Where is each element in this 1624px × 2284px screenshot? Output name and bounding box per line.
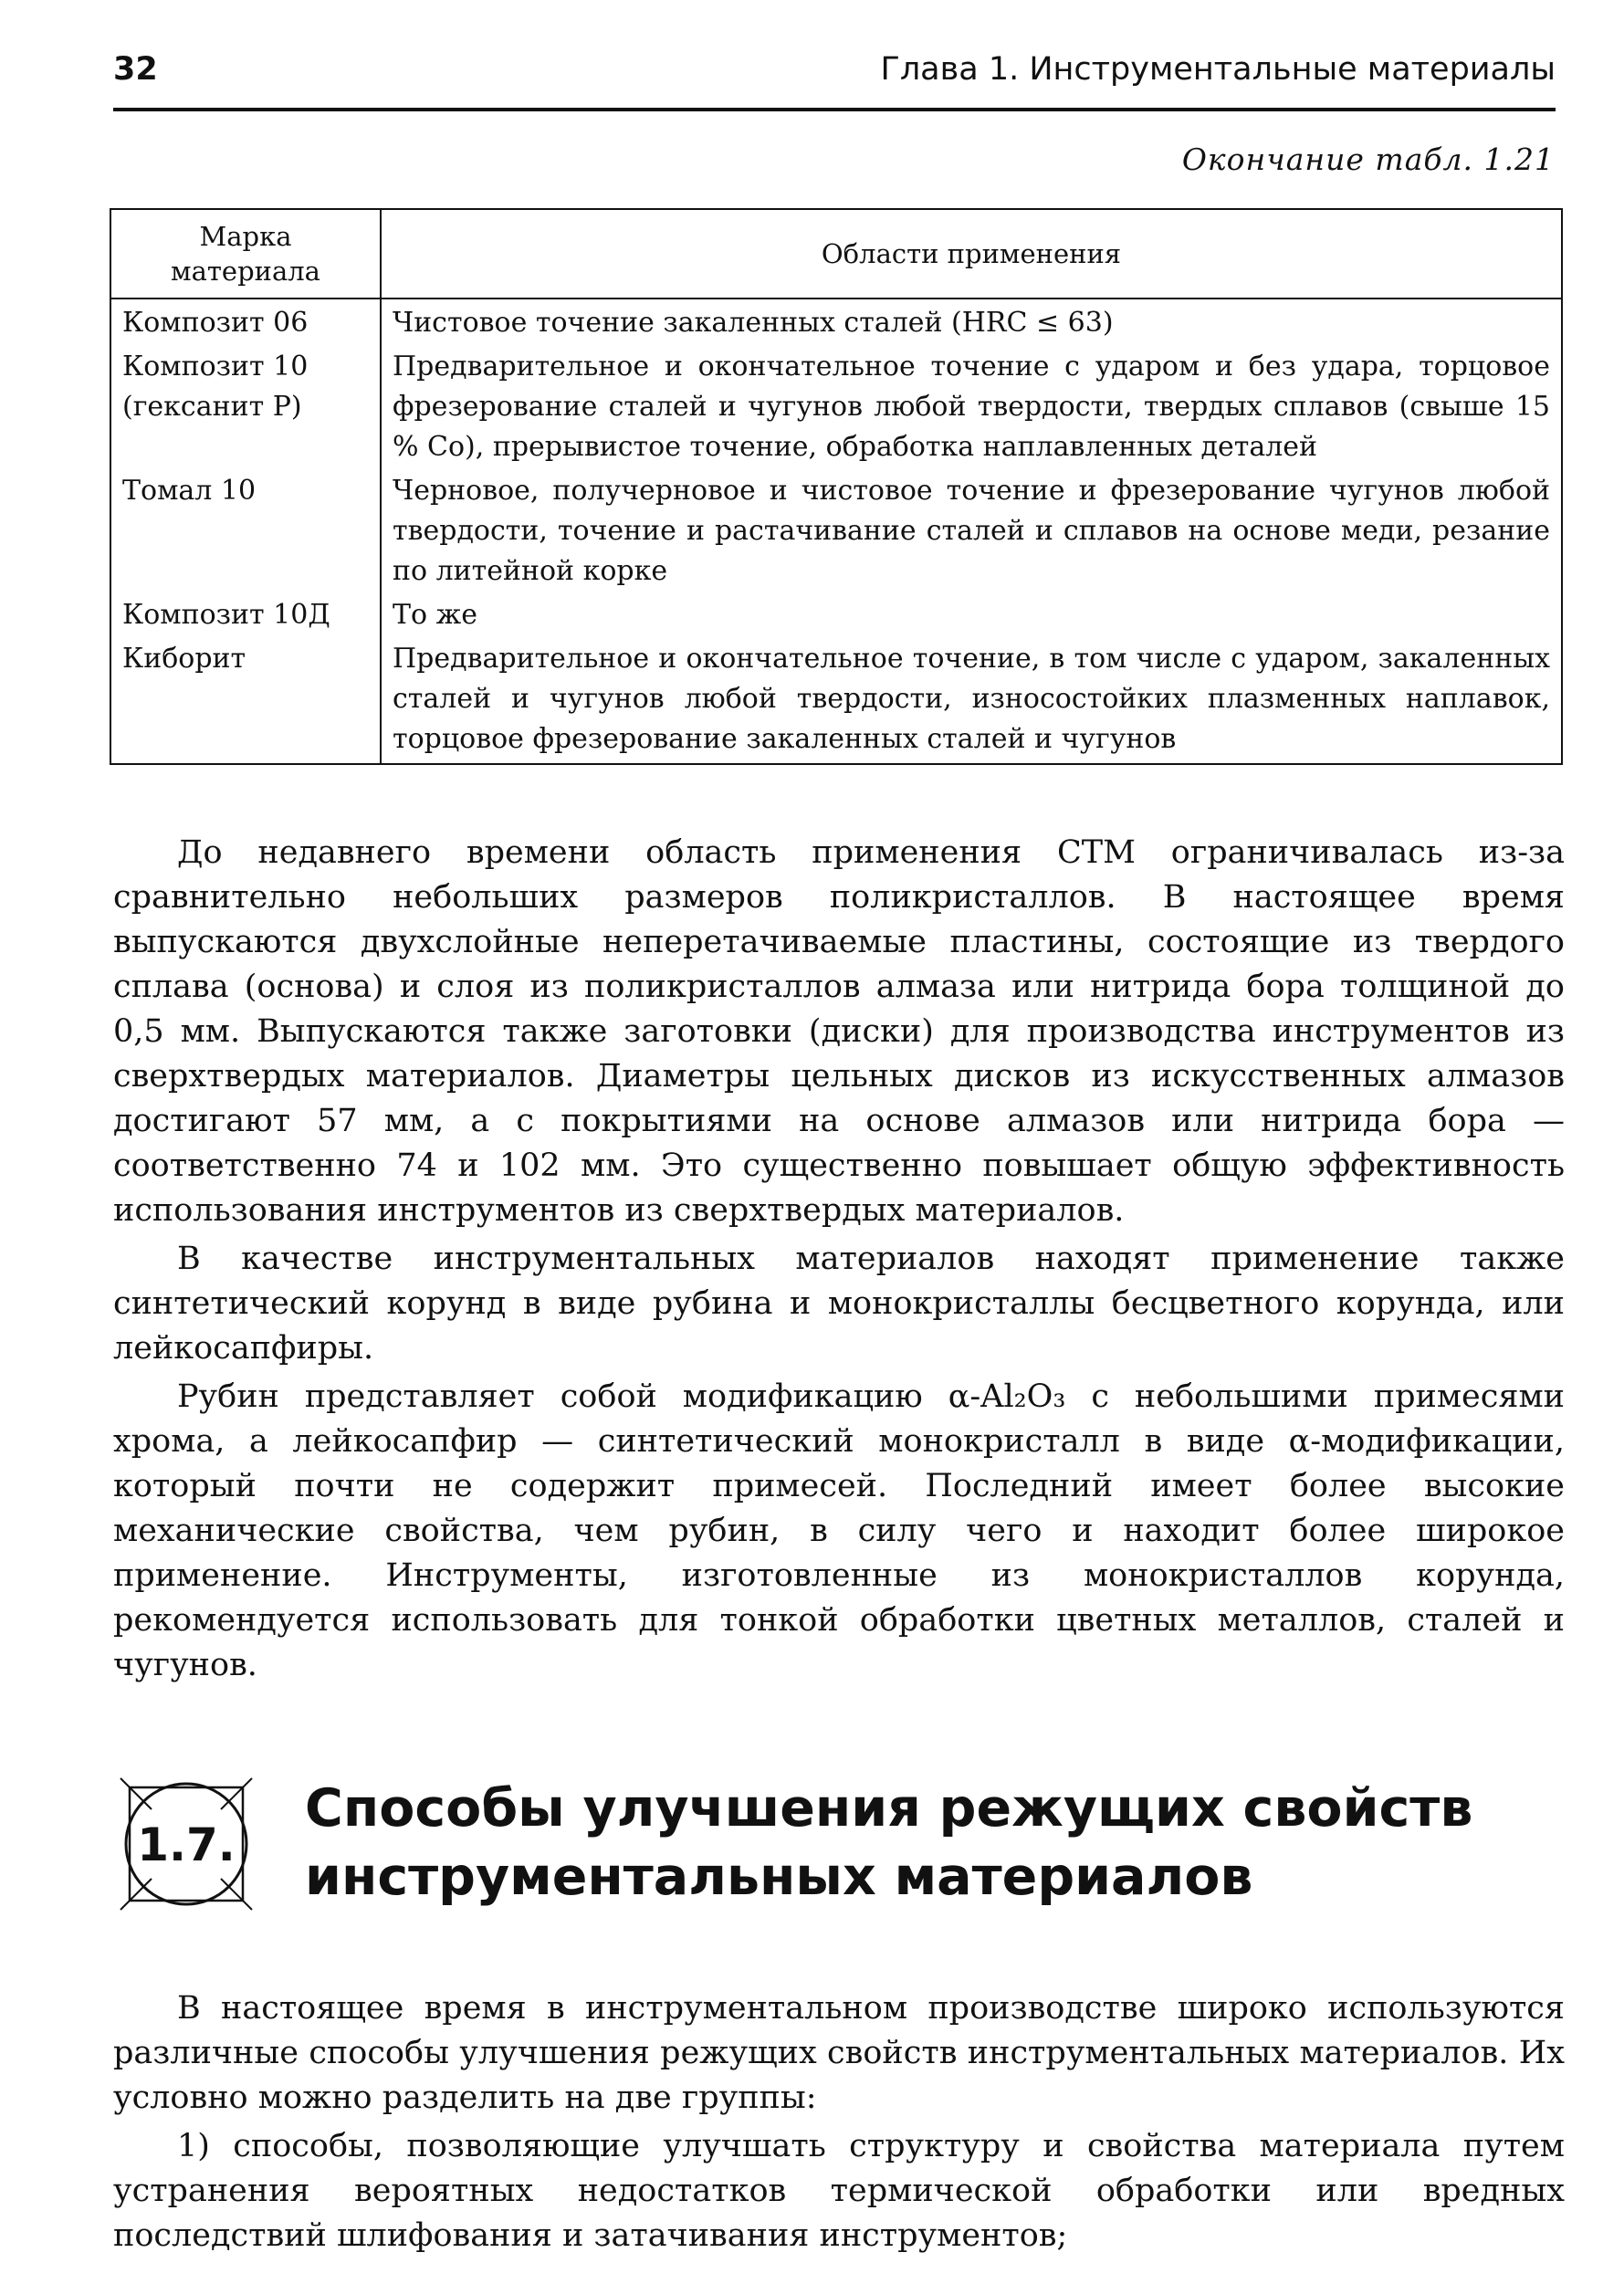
table-caption: Окончание табл. 1.21 — [1181, 141, 1555, 177]
header-rule — [113, 108, 1556, 111]
use-cell: Черновое, получерновое и чистовое точение и фрезерование чугунов любой твердости, точение и растачивание сталей и сплавов на основе меди, резание по литейной корке — [381, 467, 1562, 592]
section-text — [113, 1986, 1565, 2262]
page-number: 32 — [113, 51, 158, 88]
running-header — [113, 46, 1556, 100]
use-cell: Предварительное и окончательное точение с ударом и без удара, торцовое фрезерование сталей и чугунов любой твердости, твердых сплавов (свыше 15 % Co), прерывистое точение, обработка наплавленных деталей — [381, 343, 1562, 467]
table-row — [110, 635, 1562, 764]
section-title-line-2: инструментальных материалов — [305, 1847, 1253, 1907]
grade-cell-text: Композит 10 (гексанит Р) — [122, 351, 309, 423]
use-cell: То же — [381, 592, 1562, 635]
table-header-row — [110, 209, 1562, 299]
use-cell: Предварительное и окончательное точение, в том числе с ударом, закаленных сталей и чугунов любой твердости, износостойких плазменных наплавок, торцовое фрезерование закаленных сталей и чугунов — [381, 635, 1562, 764]
grade-cell: Композит 10Д — [110, 592, 381, 635]
main-text — [113, 831, 1565, 1692]
grade-cell: Киборит — [110, 635, 381, 764]
table-row — [110, 467, 1562, 592]
column-header-grade — [110, 209, 381, 299]
materials-table — [110, 208, 1563, 765]
paragraph: Рубин представляет собой модификацию α-Al₂O₃ с небольшими примесями хрома, а лейкосапфир — синтетический монокристалл в виде α-модификации, который почти не содержит примесей. Последний имеет более высокие механические свойства, чем рубин, в силу чего и находит более широкое применение. Инструменты, изготовленные из монокристаллов корунда, рекомендуется использовать для тонкой обработки цветных металлов, сталей и чугунов. — [113, 1378, 1565, 1683]
paragraph: В настоящее время в инструментальном производстве широко используются различные способы улучшения режущих свойств инструментальных материалов. Их условно можно разделить на две группы: — [113, 1990, 1565, 2116]
column-header-grade-label: Марка материала — [171, 221, 320, 287]
grade-cell — [110, 343, 381, 467]
use-cell: Чистовое точение закаленных сталей (HRC ≤ 63) — [381, 299, 1562, 343]
section-title — [305, 1775, 1537, 1912]
paragraph: В качестве инструментальных материалов находят применение также синтетический корунд в виде рубина и монокристаллы бесцветного корунда, или лейкосапфиры. — [113, 1241, 1565, 1367]
section-title-line-1: Способы улучшения режущих свойств — [305, 1778, 1473, 1839]
paragraph: 1) способы, позволяющие улучшать структуру и свойства материала путем устранения вероятных недостатков термической обработки или вредных последствий шлифования и затачивания инструментов; — [113, 2128, 1565, 2254]
grade-cell: Композит 06 — [110, 299, 381, 343]
table-row — [110, 299, 1562, 343]
paragraph: До недавнего времени область применения СТМ ограничивалась из-за сравнительно небольших размеров поликристаллов. В настоящее время выпускаются двухслойные неперетачиваемые пластины, состоящие из твердого сплава (основа) и слоя из поликристаллов алмаза или нитрида бора толщиной до 0,5 мм. Выпускаются также заготовки (диски) для производства инструментов из сверхтвердых материалов. Диаметры цельных дисков из искусственных алмазов достигают 57 мм, а с покрытиями на основе алмазов или нитрида бора — соответственно 74 и 102 мм. Это существенно повышает общую эффективность использования инструментов из сверхтвердых материалов. — [113, 834, 1565, 1229]
section-heading — [113, 1771, 1565, 1954]
chapter-title: Глава 1. Инструментальные материалы — [880, 51, 1556, 88]
column-header-use: Области применения — [381, 209, 1562, 299]
table-row — [110, 592, 1562, 635]
table-row — [110, 343, 1562, 467]
grade-cell: Томал 10 — [110, 467, 381, 592]
section-number: 1.7. — [137, 1818, 236, 1871]
